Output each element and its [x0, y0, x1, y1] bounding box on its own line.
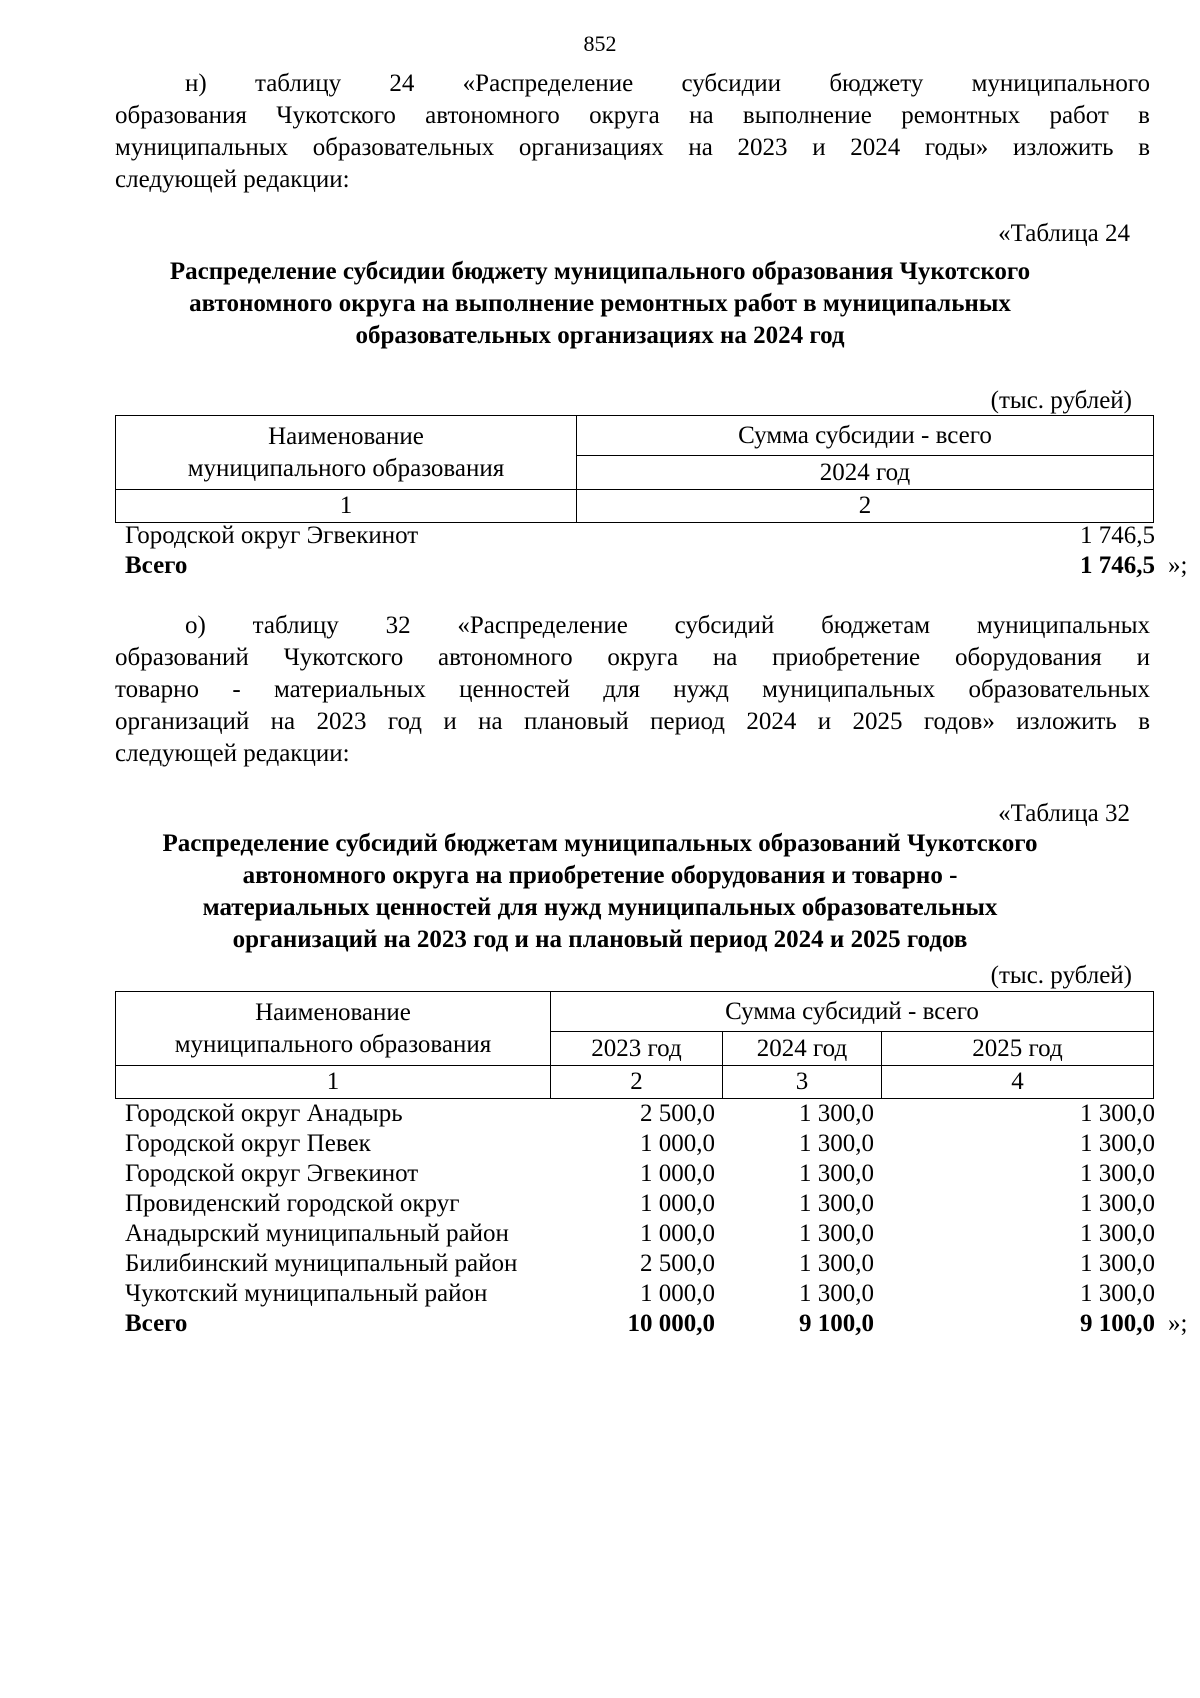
- table-32-header: [115, 991, 1154, 1099]
- row-value-2024: 1 300,0: [799, 1190, 874, 1217]
- table-total-row: [115, 1308, 1155, 1340]
- row-name: Городской округ Эгвекинот: [125, 522, 419, 549]
- header-year-2025: 2025 год: [882, 1032, 1154, 1066]
- col-num-1: 1: [116, 1066, 551, 1099]
- row-value-2024: 1 746,5: [1080, 522, 1155, 549]
- row-value-2023: 1 000,0: [640, 1160, 715, 1187]
- row-value-2023: 1 000,0: [640, 1130, 715, 1157]
- total-value-2024: 1 746,5: [1080, 552, 1155, 579]
- header-year-2023: 2023 год: [551, 1032, 723, 1066]
- total-label: Всего: [125, 1310, 188, 1337]
- row-name: Анадырский муниципальный район: [125, 1220, 509, 1247]
- table-row: [115, 520, 1155, 552]
- row-value-2025: 1 300,0: [1080, 1250, 1155, 1277]
- col-num-4: 4: [882, 1066, 1154, 1099]
- paragraph-line: муниципальных образовательных организациях на 2023 и 2024 годы» изложить в: [115, 134, 1150, 161]
- col-num-1: 1: [116, 490, 577, 523]
- total-label: Всего: [125, 552, 188, 579]
- header-year-2024: 2024 год: [723, 1032, 882, 1066]
- table-24-title: [100, 256, 1100, 352]
- row-value-2024: 1 300,0: [799, 1100, 874, 1127]
- table-24-header: [115, 415, 1154, 523]
- row-value-2025: 1 300,0: [1080, 1100, 1155, 1127]
- row-value-2023: 1 000,0: [640, 1280, 715, 1307]
- row-value-2025: 1 300,0: [1080, 1130, 1155, 1157]
- table-32-unit: (тыс. рублей): [990, 962, 1132, 989]
- table-32-label: «Таблица 32: [998, 800, 1130, 827]
- row-name: Билибинский муниципальный район: [125, 1250, 518, 1277]
- col-num-3: 3: [723, 1066, 882, 1099]
- header-sum-col: Сумма субсидий - всего: [551, 992, 1154, 1032]
- title-line: автономного округа на приобретение оборудования и товарно -: [242, 862, 958, 889]
- paragraph-line: о) таблицу 32 «Распределение субсидий бюджетам муниципальных: [185, 612, 1150, 639]
- title-line: автономного округа на выполнение ремонтных работ в муниципальных: [189, 290, 1011, 317]
- header-text: Наименование: [268, 422, 424, 450]
- header-name-col: [116, 416, 577, 490]
- col-num-2: 2: [577, 490, 1154, 523]
- row-value-2024: 1 300,0: [799, 1130, 874, 1157]
- paragraph-line: образований Чукотского автономного округа на приобретение оборудования и: [115, 644, 1150, 671]
- total-value-2024: 9 100,0: [799, 1310, 874, 1337]
- paragraph-o: [115, 610, 1150, 770]
- header-text: Наименование: [255, 998, 411, 1026]
- table-row: [115, 1158, 1155, 1190]
- header-name-col: [116, 992, 551, 1066]
- header-year-2024: 2024 год: [577, 456, 1154, 490]
- title-line: Распределение субсидии бюджету муниципального образования Чукотского: [169, 258, 1031, 285]
- table-24-label: «Таблица 24: [998, 220, 1130, 247]
- table-32-title: [100, 828, 1100, 956]
- paragraph-line: товарно - материальных ценностей для нужд муниципальных образовательных: [115, 676, 1150, 703]
- row-value-2023: 1 000,0: [640, 1190, 715, 1217]
- row-value-2025: 1 300,0: [1080, 1160, 1155, 1187]
- closing-quote: »;: [1168, 1310, 1188, 1337]
- total-value-2023: 10 000,0: [627, 1310, 715, 1337]
- table-row: [115, 1218, 1155, 1250]
- table-row: [115, 1188, 1155, 1220]
- title-line: материальных ценностей для нужд муниципальных образовательных: [202, 894, 998, 921]
- header-text: муниципального образования: [187, 454, 505, 482]
- paragraph-line: образования Чукотского автономного округа на выполнение ремонтных работ в: [115, 102, 1150, 129]
- total-value-2025: 9 100,0: [1080, 1310, 1155, 1337]
- row-name: Провиденский городской округ: [125, 1190, 460, 1217]
- title-line: образовательных организациях на 2024 год: [355, 322, 845, 349]
- header-sum-col: Сумма субсидии - всего: [577, 416, 1154, 456]
- row-name: Городской округ Эгвекинот: [125, 1160, 419, 1187]
- row-value-2024: 1 300,0: [799, 1250, 874, 1277]
- table-row: [115, 1098, 1155, 1130]
- table-row: [115, 1278, 1155, 1310]
- paragraph-line: н) таблицу 24 «Распределение субсидии бюджету муниципального: [185, 70, 1150, 97]
- paragraph-n: [115, 68, 1150, 196]
- row-name: Городской округ Анадырь: [125, 1100, 403, 1127]
- paragraph-line: следующей редакции:: [115, 740, 350, 767]
- row-value-2024: 1 300,0: [799, 1220, 874, 1247]
- row-value-2025: 1 300,0: [1080, 1220, 1155, 1247]
- closing-quote: »;: [1168, 552, 1188, 579]
- col-num-2: 2: [551, 1066, 723, 1099]
- row-value-2024: 1 300,0: [799, 1280, 874, 1307]
- header-text: муниципального образования: [174, 1030, 492, 1058]
- page-number: 852: [583, 31, 617, 56]
- row-value-2023: 1 000,0: [640, 1220, 715, 1247]
- paragraph-line: следующей редакции:: [115, 166, 350, 193]
- table-total-row: [115, 550, 1155, 582]
- paragraph-line: организаций на 2023 год и на плановый период 2024 и 2025 годов» изложить в: [115, 708, 1150, 735]
- row-value-2024: 1 300,0: [799, 1160, 874, 1187]
- row-name: Чукотский муниципальный район: [125, 1280, 488, 1307]
- title-line: организаций на 2023 год и на плановый период 2024 и 2025 годов: [232, 926, 968, 953]
- row-value-2025: 1 300,0: [1080, 1190, 1155, 1217]
- row-value-2023: 2 500,0: [640, 1250, 715, 1277]
- title-line: Распределение субсидий бюджетам муниципальных образований Чукотского: [162, 830, 1038, 857]
- table-row: [115, 1128, 1155, 1160]
- table-24-unit: (тыс. рублей): [990, 387, 1132, 414]
- row-name: Городской округ Певек: [125, 1130, 371, 1157]
- table-row: [115, 1248, 1155, 1280]
- row-value-2025: 1 300,0: [1080, 1280, 1155, 1307]
- row-value-2023: 2 500,0: [640, 1100, 715, 1127]
